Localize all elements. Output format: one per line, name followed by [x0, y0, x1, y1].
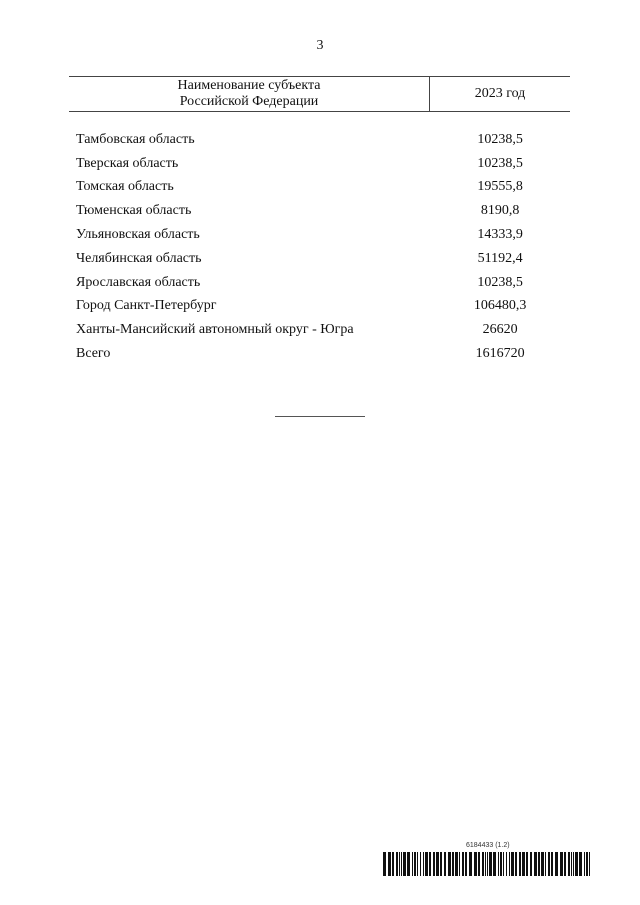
row-region-name: Тверская область [76, 155, 179, 171]
table-row [76, 199, 570, 223]
row-region-name: Тамбовская область [76, 131, 195, 147]
row-total-label: Всего [76, 346, 111, 362]
table-row [76, 176, 570, 200]
table-header [69, 76, 570, 112]
table-row [76, 223, 570, 247]
table-body [76, 128, 570, 366]
row-value: 10238,5 [477, 274, 523, 290]
table-row [76, 247, 570, 271]
row-region-name: Тюменская область [76, 203, 192, 219]
barcode-label: 6184433 (1.2) [466, 842, 510, 849]
table-row [76, 128, 570, 152]
table-row-total [76, 342, 570, 366]
page-number: 3 [316, 38, 324, 53]
column-header-subject-line1: Наименование субъекта [177, 78, 321, 93]
barcode-image [383, 852, 590, 876]
row-region-name: Челябинская область [76, 250, 202, 266]
row-value: 26620 [482, 322, 518, 338]
end-of-document-rule [275, 416, 365, 417]
row-region-name: Ярославская область [76, 274, 201, 290]
row-value: 51192,4 [477, 250, 523, 266]
row-region-name: Ханты-Мансийский автономный округ - Югра [76, 322, 354, 338]
row-region-name: Томская область [76, 179, 174, 195]
table-row [76, 271, 570, 295]
row-value: 14333,9 [477, 227, 523, 243]
row-value: 8190,8 [480, 203, 520, 219]
row-value: 10238,5 [477, 155, 523, 171]
row-value: 10238,5 [477, 131, 523, 147]
row-region-name: Ульяновская область [76, 227, 200, 243]
row-total-value: 1616720 [475, 346, 525, 362]
table-row [76, 152, 570, 176]
row-value: 19555,8 [477, 179, 523, 195]
row-region-name: Город Санкт-Петербург [76, 298, 217, 314]
column-header-subject [69, 77, 430, 111]
table-row [76, 318, 570, 342]
table-row [76, 295, 570, 319]
column-header-year: 2023 год [474, 86, 526, 101]
row-value: 106480,3 [473, 298, 527, 314]
column-header-subject-line2: Российской Федерации [179, 94, 319, 109]
